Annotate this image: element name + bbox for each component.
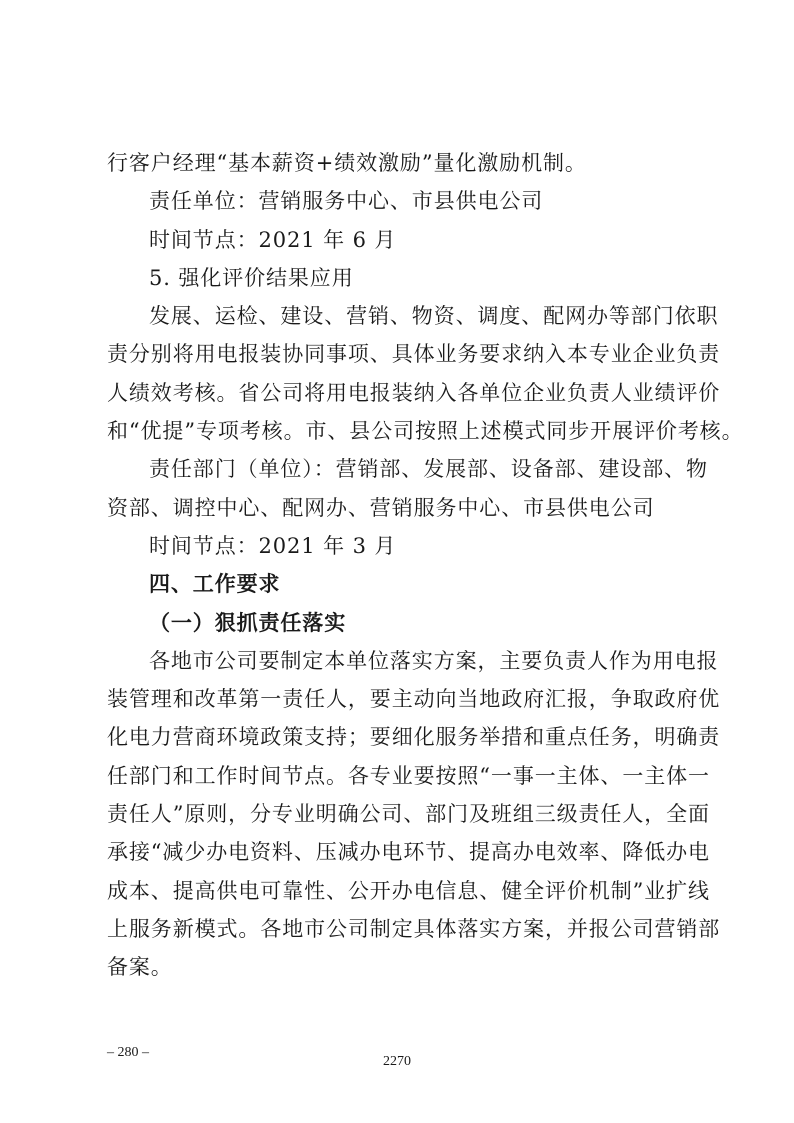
- document-body: [107, 144, 744, 987]
- paragraph-line: 时间节点：2021 年 3 月: [149, 533, 397, 558]
- paragraph-line: 和“优提”专项考核。市、县公司按照上述模式同步开展评价考核。: [107, 419, 744, 444]
- paragraph-line: 发展、运检、建设、营销、物资、调度、配网办等部门依职: [149, 304, 719, 329]
- paragraph-line: 责任单位：营销服务中心、市县供电公司: [149, 189, 544, 214]
- page-label: – 280 –: [107, 1045, 149, 1060]
- paragraph-line: 各地市公司要制定本单位落实方案，主要负责人作为用电报: [149, 648, 719, 673]
- subsection-heading: （一）狠抓责任落实: [149, 609, 347, 635]
- paragraph-line: 5. 强化评价结果应用: [149, 265, 354, 290]
- paragraph-line: 成本、提高供电可靠性、公开办电信息、健全评价机制”业扩线: [107, 878, 710, 903]
- paragraph-line: 时间节点：2021 年 6 月: [149, 227, 397, 252]
- paragraph-line: 责任部门（单位）：营销部、发展部、设备部、建设部、物: [149, 457, 708, 482]
- page-number: 2270: [383, 1054, 411, 1069]
- paragraph-line: 承接“减少办电资料、压减办电环节、提高办电效率、降低办电: [107, 840, 710, 865]
- paragraph-line: 责分别将用电报装协同事项、具体业务要求纳入本专业企业负责: [107, 342, 721, 367]
- paragraph-line: 责任人”原则，分专业明确公司、部门及班组三级责任人，全面: [107, 802, 710, 827]
- paragraph-line: 上服务新模式。各地市公司制定具体落实方案，并报公司营销部: [107, 916, 721, 941]
- paragraph-line: 人绩效考核。省公司将用电报装纳入各单位企业负责人业绩评价: [107, 380, 721, 405]
- paragraph-line: 行客户经理“基本薪资+绩效激励”量化激励机制。: [107, 151, 587, 175]
- section-heading: 四、工作要求: [149, 572, 281, 597]
- paragraph-line: 任部门和工作时间节点。各专业要按照“一事一主体、一主体一: [107, 763, 710, 788]
- paragraph-line: 装管理和改革第一责任人，要主动向当地政府汇报，争取政府优: [107, 687, 721, 712]
- paragraph-line: 化电力营商环境政策支持；要细化服务举措和重点任务，明确责: [107, 725, 721, 750]
- paragraph-line: 资部、调控中心、配网办、营销服务中心、市县供电公司: [107, 495, 655, 520]
- paragraph-line: 备案。: [107, 955, 173, 980]
